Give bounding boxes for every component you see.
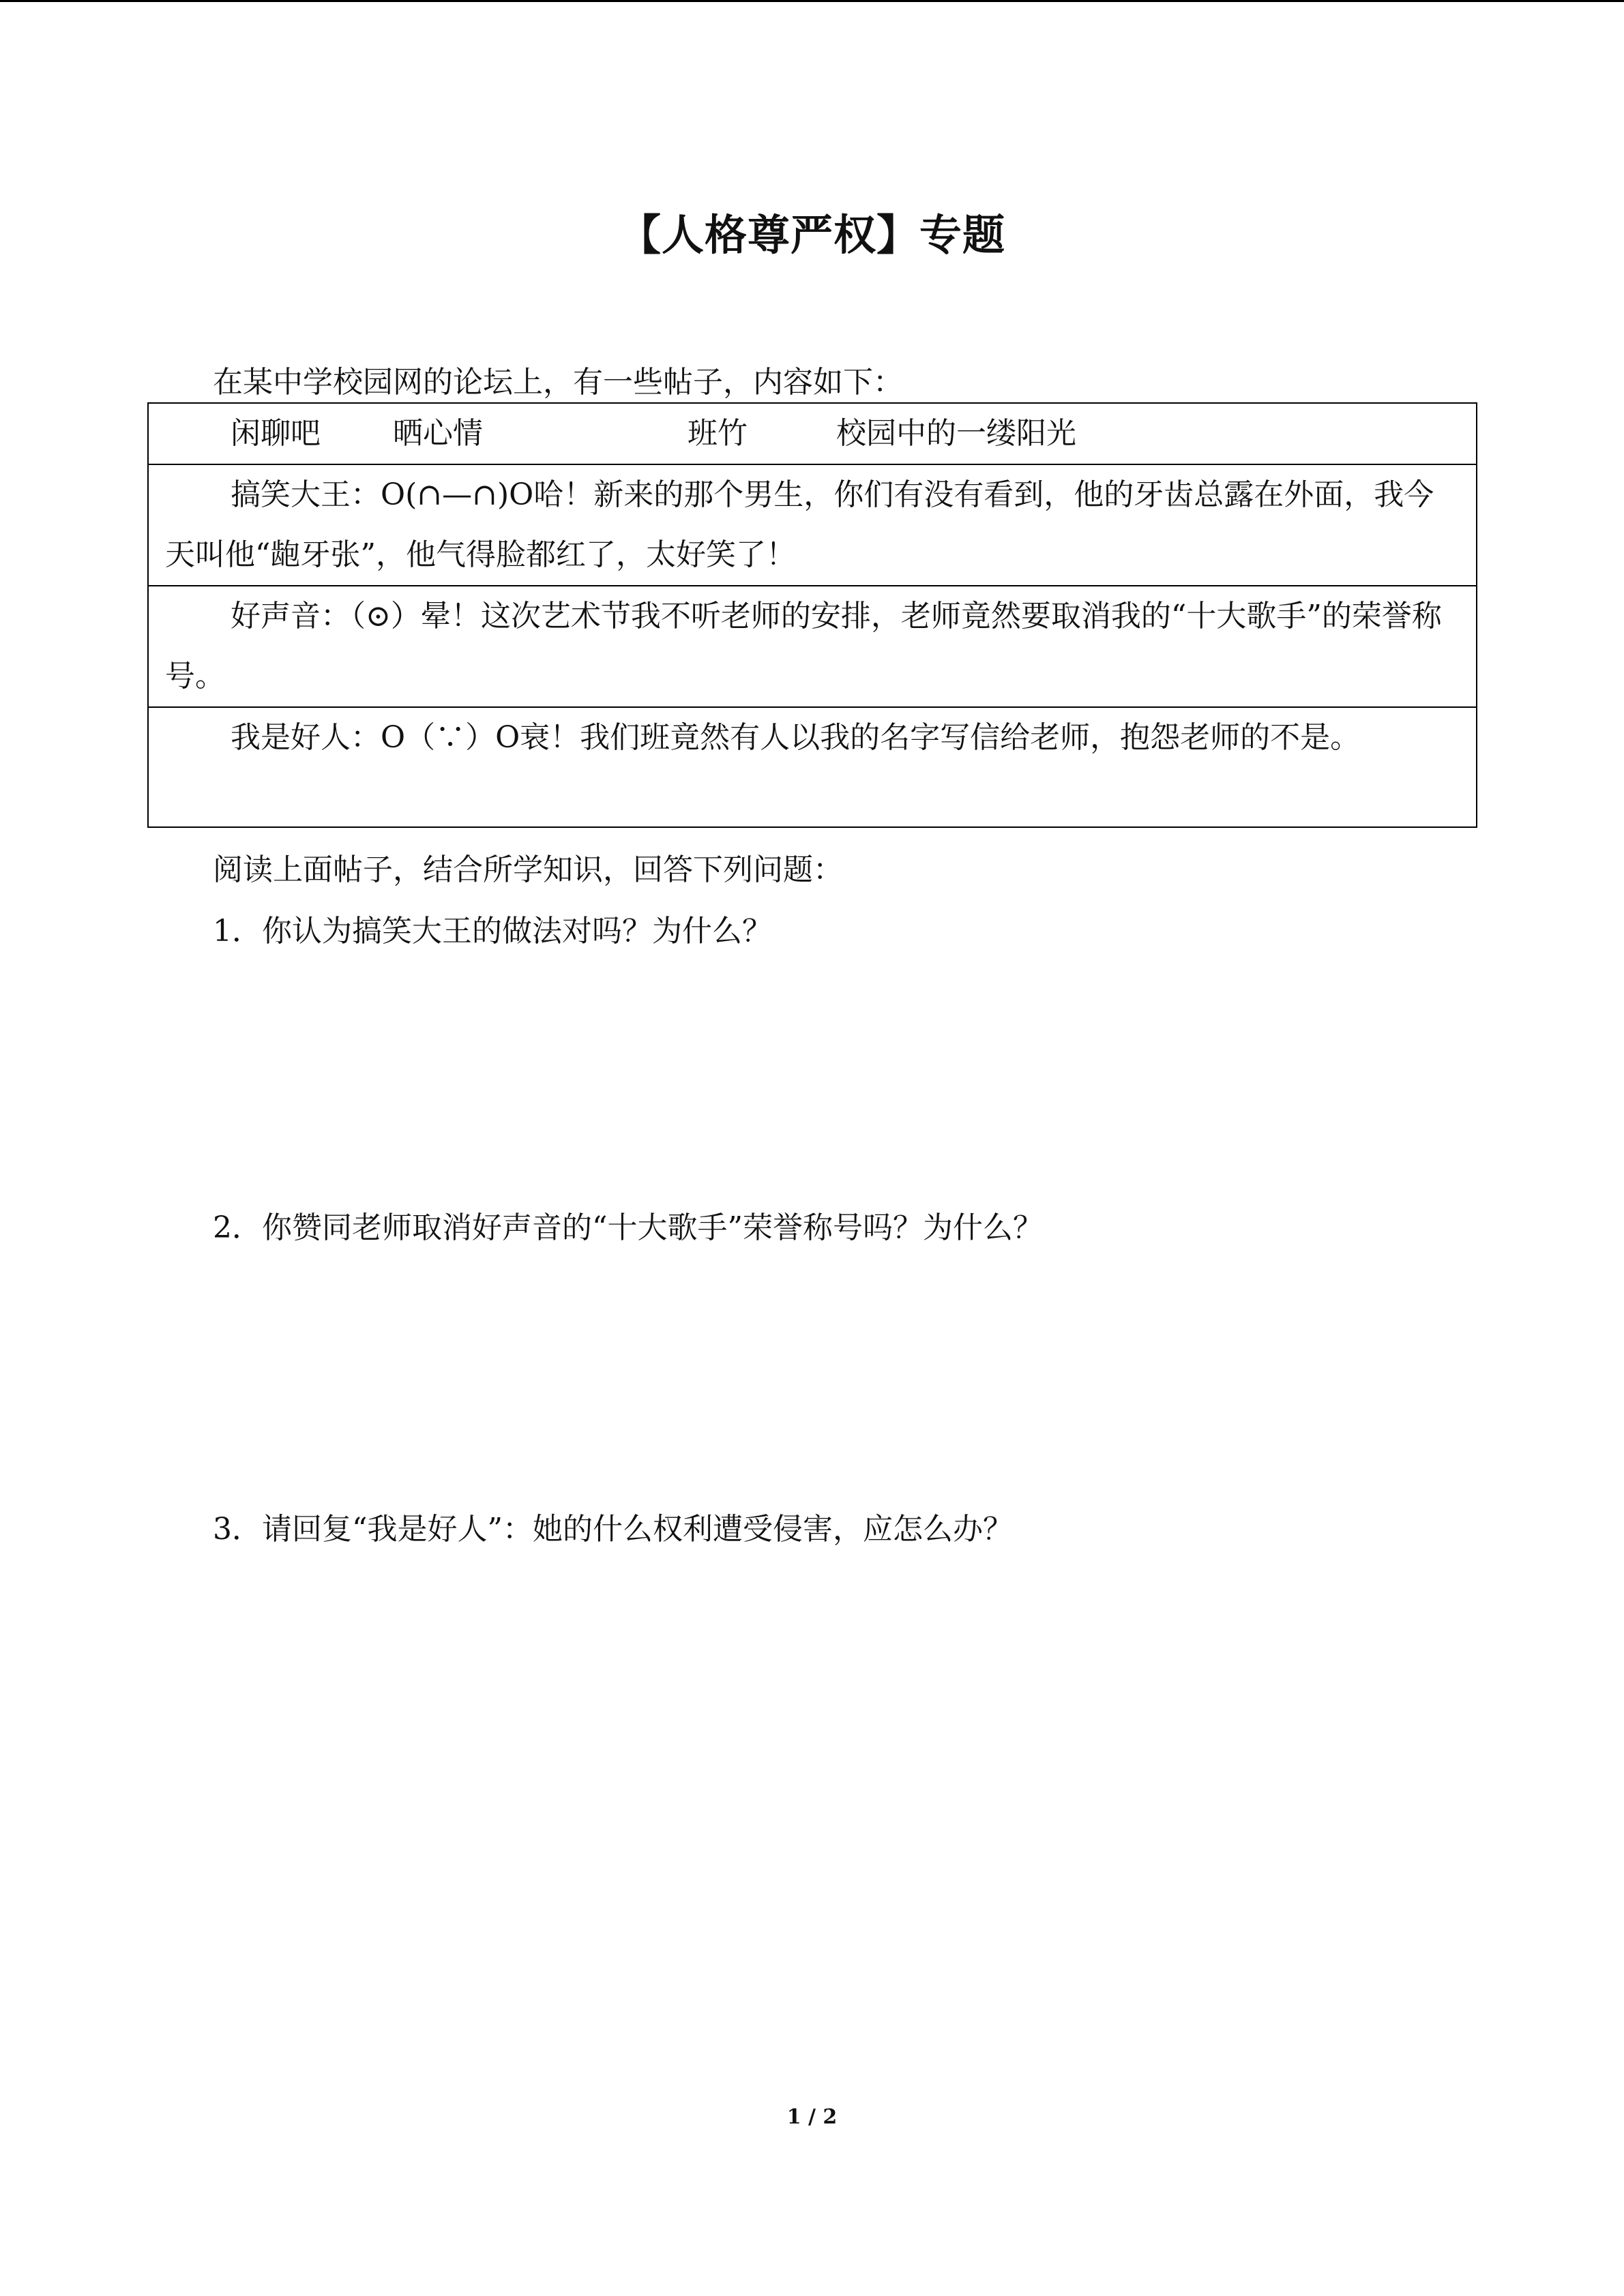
forum-nav-cell xyxy=(148,403,1477,464)
forum-posts-table xyxy=(147,402,1477,828)
document-title: 【人格尊严权】专题 xyxy=(618,210,1005,260)
forum-nav-row xyxy=(148,403,1477,464)
forum-post-cell xyxy=(148,464,1477,586)
forum-post-row xyxy=(148,464,1477,586)
question-3: 3．请回复“我是好人”：她的什么权利遭受侵害，应怎么办？ xyxy=(213,1512,1013,1547)
forum-nav-item-moderator: 班竹 xyxy=(688,416,748,451)
instruction-paragraph: 阅读上面帖子，结合所学知识，回答下列问题： xyxy=(213,852,843,887)
forum-post-row xyxy=(148,707,1477,827)
forum-post-cell xyxy=(148,586,1477,707)
top-border-line xyxy=(0,0,1624,2)
forum-nav-item-chat: 闲聊吧 xyxy=(231,416,321,451)
forum-post-text: 好声音：（⊙）晕！这次艺术节我不听老师的安排，老师竟然要取消我的“十大歌手”的荣誉称号。 xyxy=(165,599,1442,694)
question-2: 2．你赞同老师取消好声音的“十大歌手”荣誉称号吗？为什么？ xyxy=(213,1210,1043,1245)
forum-post-row xyxy=(148,586,1477,707)
forum-post-text: 搞笑大王：O(∩—∩)O哈！新来的那个男生，你们有没有看到，他的牙齿总露在外面，我今天叫他“龅牙张”，他气得脸都红了，太好笑了！ xyxy=(165,477,1434,572)
forum-nav-item-mood: 晒心情 xyxy=(393,416,483,451)
forum-post-cell xyxy=(148,707,1477,827)
page-number: 1 / 2 xyxy=(786,2105,838,2129)
question-1: 1．你认为搞笑大王的做法对吗？为什么？ xyxy=(213,914,772,949)
forum-post-text: 我是好人：O（∵）O衰！我们班竟然有人以我的名字写信给老师，抱怨老师的不是。 xyxy=(231,720,1361,755)
forum-nav-item-sunshine: 校园中的一缕阳光 xyxy=(836,416,1076,451)
intro-paragraph: 在某中学校园网的论坛上，有一些帖子，内容如下： xyxy=(213,365,903,400)
